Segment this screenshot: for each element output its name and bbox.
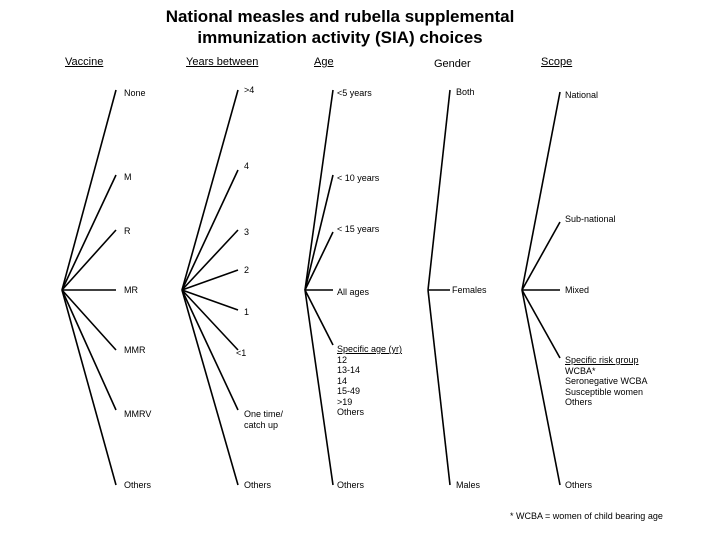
- years-option: 2: [244, 265, 250, 275]
- years-option-one-time: One time/ catch up: [244, 409, 284, 430]
- years-option: <1: [236, 348, 247, 358]
- branch-line: [182, 290, 238, 410]
- vaccine-option: M: [124, 172, 132, 182]
- branch-line: [522, 290, 560, 485]
- header-vaccine: Vaccine: [65, 56, 104, 68]
- age-specific-group: [337, 344, 402, 418]
- title-line-1: National measles and rubella supplemental: [165, 7, 515, 26]
- branch-line: [62, 290, 116, 410]
- vaccine-option: MMRV: [124, 409, 152, 419]
- scope-option: Mixed: [565, 285, 590, 295]
- scope-specific-item: Susceptible women: [565, 386, 644, 397]
- age-specific-item: 14: [337, 375, 348, 386]
- branch-line: [522, 290, 560, 358]
- branch-line: [428, 290, 450, 485]
- age-specific-item: 12: [337, 354, 348, 365]
- header-years-between: Years between: [186, 56, 259, 68]
- age-specific-heading: Specific age (yr): [337, 344, 403, 354]
- age-specific-item: 13-14: [337, 365, 361, 375]
- branch-line: [522, 222, 560, 290]
- vaccine-option: MR: [124, 285, 138, 295]
- scope-option: Sub-national: [565, 214, 616, 224]
- age-option: <5 years: [337, 88, 372, 98]
- vaccine-option: Others: [124, 480, 152, 490]
- age-option: Others: [337, 480, 365, 490]
- scope-specific-group: [565, 355, 648, 408]
- age-option: < 15 years: [337, 224, 380, 234]
- gender-option: Females: [452, 285, 487, 295]
- scope-option: National: [565, 90, 599, 100]
- footnote: * WCBA = women of child bearing age: [510, 511, 663, 521]
- years-option: 1: [244, 307, 250, 317]
- gender-option: Males: [456, 480, 481, 490]
- title-line-2: immunization activity (SIA) choices: [197, 28, 483, 47]
- years-option: 3: [244, 227, 250, 237]
- age-specific-item: >19: [337, 396, 353, 407]
- vaccine-option: None: [124, 88, 146, 98]
- vaccine-option: MMR: [124, 345, 146, 355]
- age-option: < 10 years: [337, 173, 380, 183]
- scope-option: Others: [565, 480, 593, 490]
- header-scope: Scope: [541, 56, 573, 68]
- scope-specific-item: Seronegative WCBA: [565, 376, 648, 386]
- header-gender: Gender: [434, 58, 471, 70]
- age-option: All ages: [337, 287, 370, 297]
- branch-line: [522, 92, 560, 290]
- vaccine-option: R: [124, 226, 131, 236]
- years-option: 4: [244, 161, 250, 171]
- branch-line: [428, 90, 450, 290]
- years-option: >4: [244, 85, 255, 95]
- age-specific-item: 15-49: [337, 386, 361, 396]
- scope-specific-item: WCBA*: [565, 365, 596, 376]
- age-specific-item: Others: [337, 407, 365, 417]
- scope-specific-heading: Specific risk group: [565, 355, 639, 365]
- years-option: Others: [244, 480, 272, 490]
- header-age: Age: [314, 56, 334, 68]
- gender-option: Both: [456, 87, 475, 97]
- scope-specific-item: Others: [565, 397, 593, 407]
